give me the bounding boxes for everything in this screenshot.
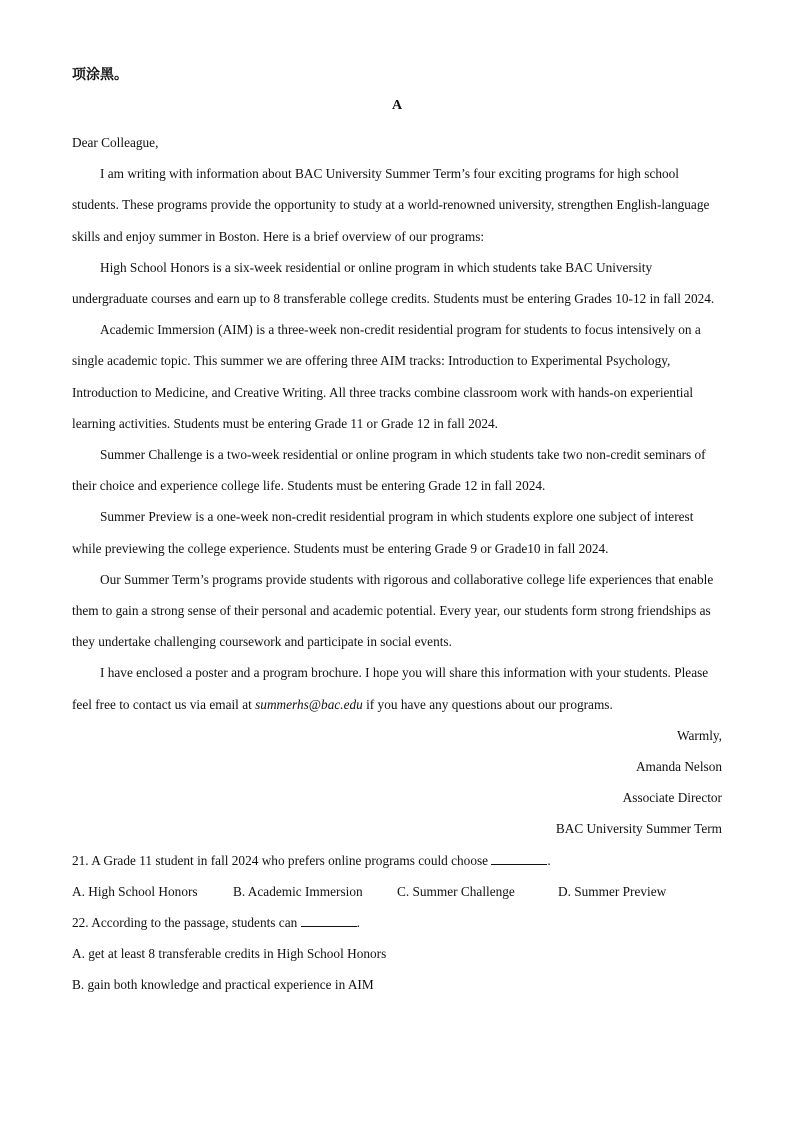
q21-option-c: C. Summer Challenge — [397, 883, 515, 899]
letter-intro-paragraph: I am writing with information about BAC University Summer Term’s four exciting programs for high school students. These programs provide the opportunity to study at a world-renowned university, strengthen English-language skills and enjoy summer in Boston. Here is a brief overview of our programs: — [72, 166, 710, 244]
question-22-stem: 22. According to the passage, students can — [72, 915, 298, 931]
question-21-options — [72, 876, 722, 907]
signer-title: Associate Director — [622, 790, 722, 806]
q21-option-d: D. Summer Preview — [558, 883, 667, 899]
program-aim-paragraph: Academic Immersion (AIM) is a three-week non-credit residential program for students to focus intensively on a single academic topic. This summer we are offering three AIM tracks: Introduction to Experimental Psychology, Introduction to Medicine, and Creative Writing. All three tracks combine classroom work with hands-on experiential learning activities. Students must be entering Grade 11 or Grade 12 in fall 2024. — [72, 322, 701, 431]
answer-blank — [301, 915, 357, 927]
letter-greeting: Dear Colleague, — [72, 135, 159, 150]
letter-signoff: Warmly, — [677, 727, 722, 743]
document-page — [72, 64, 722, 1001]
answer-blank — [491, 853, 547, 865]
program-challenge-paragraph: Summer Challenge is a two-week residential or online program in which students take two non-credit seminars of their choice and experience college life. Students must be entering Grade 12 in fall 2024. — [72, 447, 706, 494]
letter-contact-paragraph — [72, 657, 722, 719]
q22-option-a: A. get at least 8 transferable credits in High School Honors — [72, 946, 387, 962]
question-21-end: . — [547, 852, 551, 868]
signer-organization: BAC University Summer Term — [555, 821, 722, 837]
contact-email: summerhs@bac.edu — [255, 696, 363, 712]
q21-option-b: B. Academic Immersion — [233, 883, 363, 899]
q21-option-a: A. High School Honors — [72, 883, 198, 899]
program-preview-paragraph: Summer Preview is a one-week non-credit residential program in which students explore one subject of interest while previewing the college experience. Students must be entering Grade 9 or Grade10 in fall 2024. — [72, 509, 694, 556]
signer-name: Amanda Nelson — [635, 759, 722, 775]
program-honors-paragraph: High School Honors is a six-week residential or online program in which students take BAC University undergraduate courses and earn up to 8 transferable college credits. Students must be entering Grades 10-12 in fall 2024. — [72, 259, 715, 307]
question-21-stem: 21. A Grade 11 student in fall 2024 who prefers online programs could choose — [72, 852, 489, 868]
question-21 — [72, 845, 722, 876]
contact-text-after: if you have any questions about our programs. — [362, 696, 613, 712]
letter-closing-paragraph: Our Summer Term’s programs provide students with rigorous and collaborative college life experiences that enable them to gain a strong sense of their personal and academic potential. Every year, our students form strong friendships as they undertake challenging coursework and participate in social events. — [72, 571, 714, 650]
section-letter: A — [391, 98, 403, 113]
q22-option-b: B. gain both knowledge and practical experience in AIM — [72, 977, 374, 993]
question-22-end: . — [356, 915, 360, 931]
page-header-fragment: 项涂黑。 — [72, 67, 128, 83]
contact-text-before: I have enclosed a poster and a program brochure. I hope you will share this information with your students. Please feel free to contact us via email at — [72, 665, 709, 712]
question-22 — [72, 907, 722, 938]
